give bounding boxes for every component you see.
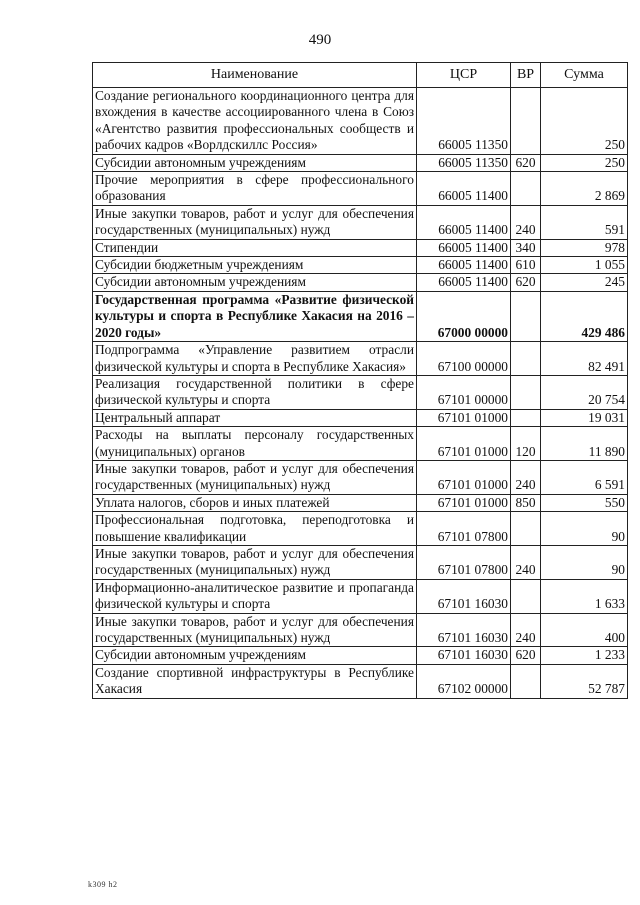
cell-sum: 90 [541, 512, 628, 546]
table-row [93, 291, 628, 341]
table-row [93, 88, 628, 155]
cell-sum: 250 [541, 154, 628, 171]
cell-name: Субсидии бюджетным учреждениям [93, 257, 417, 274]
cell-name: Информационно-аналитическое развитие и пропаганда физической культуры и спорта [93, 579, 417, 613]
cell-vr: 610 [511, 257, 541, 274]
cell-sum: 19 031 [541, 409, 628, 426]
cell-name: Создание спортивной инфраструктуры в Республике Хакасия [93, 664, 417, 698]
cell-sum: 400 [541, 613, 628, 647]
cell-sum: 1 055 [541, 257, 628, 274]
cell-sum: 1 633 [541, 579, 628, 613]
table-row [93, 257, 628, 274]
cell-sum: 245 [541, 274, 628, 291]
table-row [93, 375, 628, 409]
cell-csr: 67101 01000 [417, 494, 511, 511]
table-row [93, 409, 628, 426]
footer-code: k309 h2 [88, 880, 118, 889]
cell-csr: 66005 11400 [417, 274, 511, 291]
cell-sum: 550 [541, 494, 628, 511]
cell-sum: 978 [541, 239, 628, 256]
cell-csr: 67101 07800 [417, 545, 511, 579]
cell-vr [511, 409, 541, 426]
cell-vr: 340 [511, 239, 541, 256]
table-row [93, 664, 628, 698]
cell-vr: 240 [511, 545, 541, 579]
cell-csr: 67102 00000 [417, 664, 511, 698]
table-row [93, 545, 628, 579]
budget-table [92, 62, 628, 699]
cell-csr: 67101 01000 [417, 427, 511, 461]
cell-vr [511, 291, 541, 341]
header-name: Наименование [93, 63, 417, 88]
cell-name: Иные закупки товаров, работ и услуг для обеспечения государственных (муниципальных) нужд [93, 613, 417, 647]
table-row [93, 460, 628, 494]
cell-name: Центральный аппарат [93, 409, 417, 426]
table-row [93, 494, 628, 511]
cell-csr: 67101 07800 [417, 512, 511, 546]
cell-sum: 1 233 [541, 647, 628, 664]
cell-vr [511, 579, 541, 613]
cell-csr: 67000 00000 [417, 291, 511, 341]
header-vr: ВР [511, 63, 541, 88]
cell-vr [511, 512, 541, 546]
cell-vr: 120 [511, 427, 541, 461]
cell-name: Подпрограмма «Управление развитием отрасли физической культуры и спорта в Республике Хакасия» [93, 342, 417, 376]
cell-sum: 2 869 [541, 172, 628, 206]
cell-name: Прочие мероприятия в сфере профессионального образования [93, 172, 417, 206]
table-header-row [93, 63, 628, 88]
cell-vr [511, 172, 541, 206]
page-number: 490 [308, 32, 332, 48]
cell-sum: 591 [541, 205, 628, 239]
cell-name: Уплата налогов, сборов и иных платежей [93, 494, 417, 511]
table-row [93, 172, 628, 206]
cell-name: Государственная программа «Развитие физической культуры и спорта в Республике Хакасия на 2016 – 2020 годы» [93, 291, 417, 341]
cell-csr: 66005 11400 [417, 172, 511, 206]
cell-csr: 67101 16030 [417, 579, 511, 613]
cell-name: Стипендии [93, 239, 417, 256]
cell-csr: 67101 01000 [417, 460, 511, 494]
cell-name: Субсидии автономным учреждениям [93, 154, 417, 171]
table-row [93, 647, 628, 664]
table-row [93, 154, 628, 171]
table-row [93, 613, 628, 647]
cell-sum: 429 486 [541, 291, 628, 341]
table-row [93, 274, 628, 291]
cell-csr: 67101 00000 [417, 375, 511, 409]
cell-name: Иные закупки товаров, работ и услуг для обеспечения государственных (муниципальных) нужд [93, 205, 417, 239]
table-row [93, 205, 628, 239]
cell-csr: 67101 01000 [417, 409, 511, 426]
table-row [93, 239, 628, 256]
cell-csr: 66005 11350 [417, 88, 511, 155]
table-row [93, 342, 628, 376]
cell-sum: 6 591 [541, 460, 628, 494]
cell-vr [511, 375, 541, 409]
cell-vr: 850 [511, 494, 541, 511]
cell-csr: 66005 11400 [417, 205, 511, 239]
cell-name: Реализация государственной политики в сфере физической культуры и спорта [93, 375, 417, 409]
cell-csr: 66005 11350 [417, 154, 511, 171]
cell-csr: 67100 00000 [417, 342, 511, 376]
cell-name: Расходы на выплаты персоналу государственных (муниципальных) органов [93, 427, 417, 461]
cell-csr: 66005 11400 [417, 257, 511, 274]
cell-vr: 620 [511, 154, 541, 171]
cell-name: Создание регионального координационного центра для вхождения в качестве ассоциированного члена в Союз «Агентство развития профессиональных сообществ и рабочих кадров «Ворлдскиллс Россия» [93, 88, 417, 155]
cell-vr: 240 [511, 613, 541, 647]
cell-vr [511, 664, 541, 698]
cell-sum: 90 [541, 545, 628, 579]
cell-vr: 240 [511, 205, 541, 239]
table-body [93, 88, 628, 699]
table-row [93, 512, 628, 546]
header-csr: ЦСР [417, 63, 511, 88]
cell-name: Профессиональная подготовка, переподготовка и повышение квалификации [93, 512, 417, 546]
cell-csr: 67101 16030 [417, 613, 511, 647]
table-row [93, 427, 628, 461]
table-row [93, 579, 628, 613]
cell-sum: 52 787 [541, 664, 628, 698]
header-sum: Сумма [541, 63, 628, 88]
cell-csr: 67101 16030 [417, 647, 511, 664]
cell-vr: 620 [511, 647, 541, 664]
cell-csr: 66005 11400 [417, 239, 511, 256]
cell-name: Субсидии автономным учреждениям [93, 647, 417, 664]
cell-sum: 20 754 [541, 375, 628, 409]
cell-vr [511, 88, 541, 155]
cell-vr: 620 [511, 274, 541, 291]
cell-name: Субсидии автономным учреждениям [93, 274, 417, 291]
cell-vr: 240 [511, 460, 541, 494]
cell-sum: 11 890 [541, 427, 628, 461]
cell-sum: 82 491 [541, 342, 628, 376]
cell-sum: 250 [541, 88, 628, 155]
cell-vr [511, 342, 541, 376]
cell-name: Иные закупки товаров, работ и услуг для обеспечения государственных (муниципальных) нужд [93, 460, 417, 494]
cell-name: Иные закупки товаров, работ и услуг для обеспечения государственных (муниципальных) нужд [93, 545, 417, 579]
